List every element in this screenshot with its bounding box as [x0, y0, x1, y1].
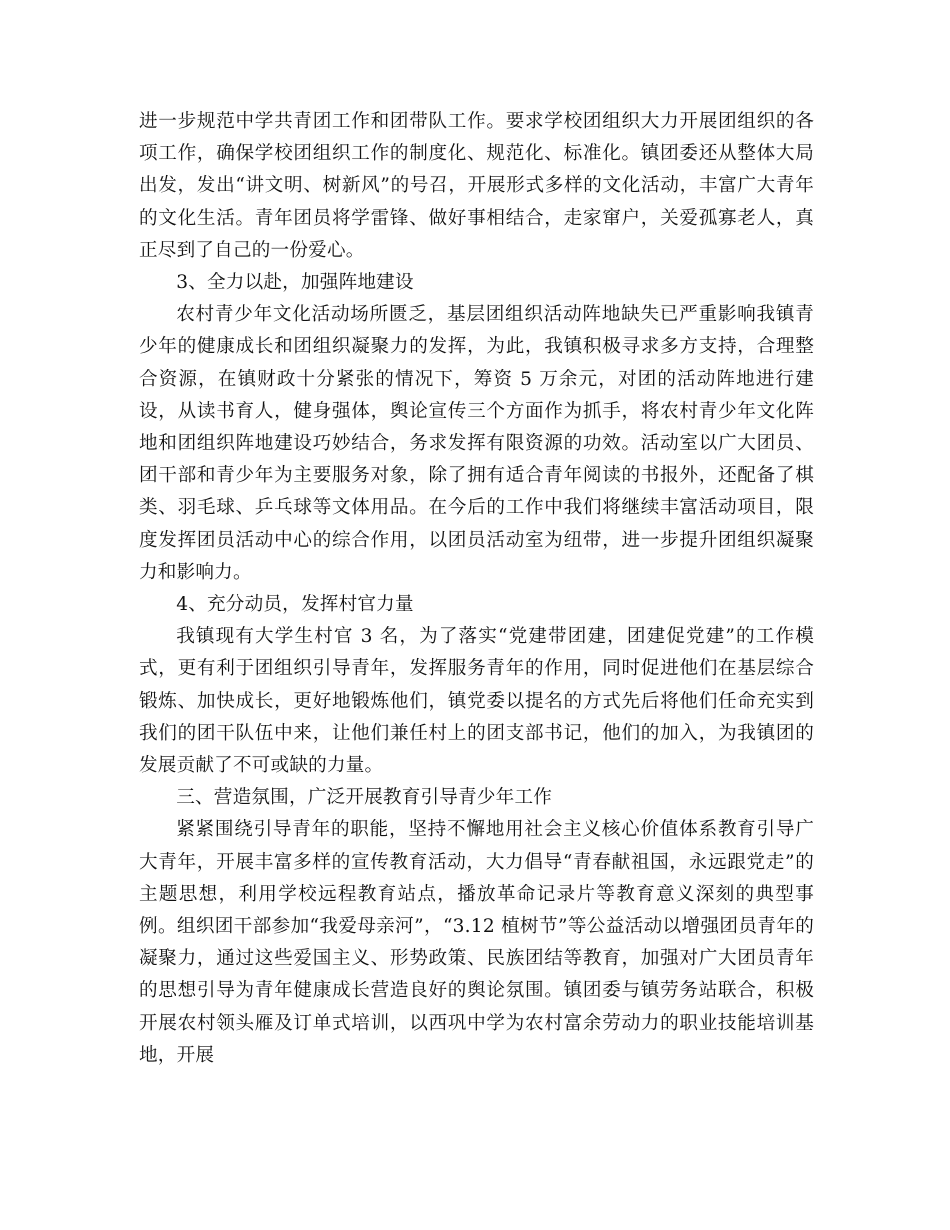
paragraph-education-guidance: 紧紧围绕引导青年的职能，坚持不懈地用社会主义核心价值体系教育引导广大青年，开展丰富多样的宣传教育活动，大力倡导“青春献祖国，永远跟党走”的主题思想，利用学校远程教育站点，播放革命记录片等教育意义深刻的典型事例。组织团干部参加“我爱母亲河”，“3.12 植树节”等公益活动以增强团员青年的凝聚力，通过这些爱国主义、形势政策、民族团结等教育，加强对广大团员青年的思想引导为青年健康成长营造良好的舆论氛围。镇团委与镇劳务站联合，积极开展农村领头雁及订单式培训，以西巩中学为农村富余劳动力的职业技能培训基地，开展: [139, 819, 814, 1066]
paragraph-school-league-work: 进一步规范中学共青团工作和团带队工作。要求学校团组织大力开展团组织的各项工作，确保学校团组织工作的制度化、规范化、标准化。镇团委还从整体大局出发，发出“讲文明、树新风”的号召，开展形式多样的文化活动，丰富广大青年的文化生活。青年团员将学雷锋、做好事相结合，走家窜户，关爱孤寡老人，真正尽到了自己的一份爱心。: [139, 111, 814, 261]
paragraph-village-officials: 我镇现有大学生村官 3 名，为了落实“党建带团建，团建促党建”的工作模式，更有利于团组织引导青年，发挥服务青年的作用，同时促进他们在基层综合锻炼、加快成长，更好地锻炼他们，镇党委以提名的方式先后将他们任命充实到我们的团干队伍中来，让他们兼任村上的团支部书记，他们的加入，为我镇团的发展贡献了不可或缺的力量。: [139, 626, 814, 777]
section-heading-village-officials: 4、充分动员，发挥村官力量: [176, 594, 414, 616]
section-heading-position-building: 3、全力以赴，加强阵地建设: [176, 272, 414, 294]
paragraph-position-building: 农村青少年文化活动场所匮乏，基层团组织活动阵地缺失已严重影响我镇青少年的健康成长和团组织凝聚力的发挥，为此，我镇积极寻求多方支持，合理整合资源，在镇财政十分紧张的情况下，筹资 5 万余元，对团的活动阵地进行建设，从读书育人，健身强体，舆论宣传三个方面作为抓手，将农村青少年文化阵地和团组织阵地建设巧妙结合，务求发挥有限资源的功效。活动室以广大团员、团干部和青少年为主要服务对象，除了拥有适合青年阅读的书报外，还配备了棋类、羽毛球、乒乓球等文体用品。在今后的工作中我们将继续丰富活动项目，限度发挥团员活动中心的综合作用，以团员活动室为纽带，进一步提升团组织凝聚力和影响力。: [139, 304, 814, 583]
section-heading-education-guidance: 三、营造氛围，广泛开展教育引导青少年工作: [176, 787, 553, 809]
